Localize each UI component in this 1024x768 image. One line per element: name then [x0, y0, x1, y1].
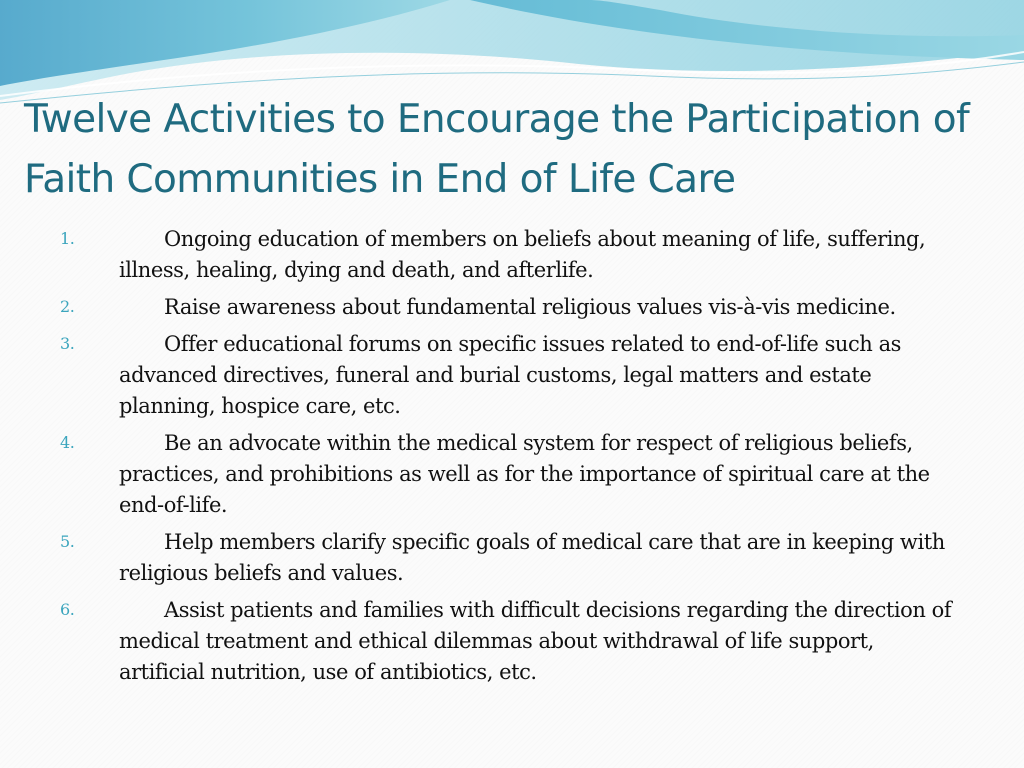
item-text: Assist patients and families with difficult decisions regarding the direction of medical treatment and ethical dilemmas about withdrawal of life support, artificial nutrition, use of antibiotics, etc.: [119, 598, 952, 684]
list-item: [0, 527, 1024, 589]
item-text: Ongoing education of members on beliefs about meaning of life, suffering, illness, healing, dying and death, and afterlife.: [119, 227, 926, 282]
list-item: [0, 329, 1024, 422]
item-number: 2.: [60, 297, 75, 316]
item-number: 1.: [60, 229, 75, 248]
item-number: 3.: [60, 334, 75, 353]
list-item: [0, 224, 1024, 286]
item-number: 4.: [60, 433, 75, 452]
item-number: 5.: [60, 532, 75, 551]
item-text: Raise awareness about fundamental religious values vis-à-vis medicine.: [164, 295, 896, 319]
list-item: [0, 595, 1024, 688]
item-text: Help members clarify specific goals of medical care that are in keeping with religious beliefs and values.: [119, 530, 945, 585]
item-text: Offer educational forums on specific issues related to end-of-life such as advanced directives, funeral and burial customs, legal matters and estate planning, hospice care, etc.: [119, 332, 901, 418]
activity-list: [0, 224, 1024, 694]
item-number: 6.: [60, 600, 75, 619]
list-item: [0, 428, 1024, 521]
slide-title: Twelve Activities to Encourage the Participation of Faith Communities in End of Life Care: [24, 97, 970, 202]
list-item: [0, 292, 1024, 323]
item-text: Be an advocate within the medical system for respect of religious beliefs, practices, and prohibitions as well as for the importance of spiritual care at the end-of-life.: [119, 431, 930, 517]
